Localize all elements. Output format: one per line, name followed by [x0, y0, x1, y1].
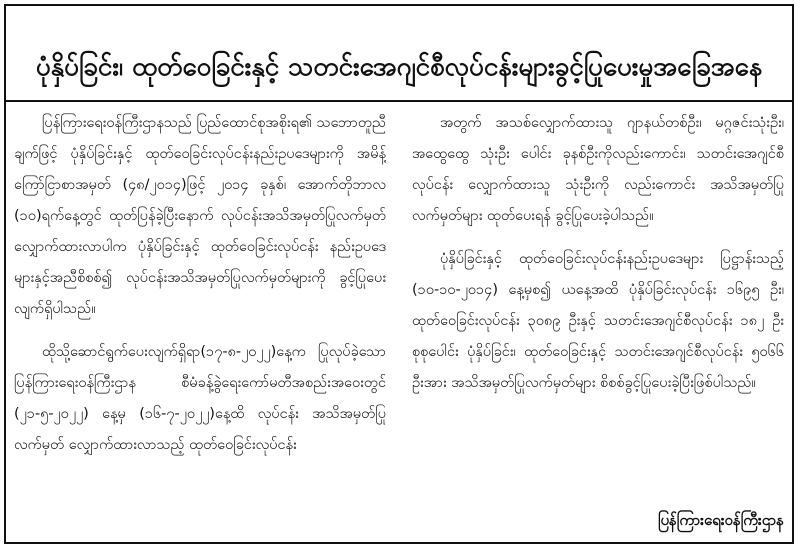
paragraph: ပုံနှိပ်ခြင်းနှင့် ထုတ်ဝေခြင်းလုပ်ငန်းနည်းဥပဒေများ ပြဋ္ဌာန်းသည့် (၁၀-၁၀-၂၀၁၄) နေ့မှစ၍ ယနေ့အထိ ပုံနှိပ်ခြင်းလုပ်ငန်း ၁၆၉၅ ဦး၊ ထုတ်ဝေခြင်းလုပ်ငန်း ၃၀၈၉ ဦးနှင့် သတင်းအေဂျင်စီလုပ်ငန်း ၁၈၂ ဦး စုစုပေါင်း ပုံနှိပ်ခြင်း၊ ထုတ်ဝေခြင်းနှင့် သတင်းအေဂျင်စီလုပ်ငန်း ၅၀၆၆ ဦးအား အသိအမှတ်ပြုလက်မှတ်များ စိစစ်ခွင့်ပြုပေးခဲ့ပြီးဖြစ်ပါသည်။ [412, 251, 784, 391]
headline-divider [4, 100, 794, 102]
paragraph: ပြန်ကြားရေးဝန်ကြီးဌာနသည် ပြည်ထောင်စုအစိုးရ၏ သဘောတူညီချက်ဖြင့် ပုံနှိပ်ခြင်းနှင့် ထုတ်ဝေခြင်းလုပ်ငန်းနည်းဥပဒေများကို အမိန့်ကြော်ငြာစာအမှတ် (၄၈/၂၀၁၄)ဖြင့် ၂၀၁၄ ခုနှစ်၊ အောက်တိုဘာလ (၁၀)ရက်နေ့တွင် ထုတ်ပြန်ခဲ့ပြီးနောက် လုပ်ငန်းအသိအမှတ်ပြုလက်မှတ် လျှောက်ထားလာပါက ပုံနှိပ်ခြင်းနှင့် ထုတ်ဝေခြင်းလုပ်ငန်း နည်းဥပဒေများနှင့်အညီစိစစ်၍ လုပ်ငန်းအသိအမှတ်ပြုလက်မှတ်များကို ခွင့်ပြုပေးလျက်ရှိပါသည်။ [14, 115, 386, 317]
left-column [14, 108, 386, 508]
paragraph: အတွက် အသစ်လျှောက်ထားသူ ဂျာနယ်တစ်ဦး၊ မဂ္ဂဇင်းသုံးဦး၊ အထွေထွေ သုံးဦး ပေါင်း ခုနစ်ဦးကိုလည်းကောင်း၊ သတင်းအေဂျင်စီလုပ်ငန်း လျှောက်ထားသူ သုံးဦးကို လည်းကောင်း အသိအမှတ်ပြုလက်မှတ်များ ထုတ်ပေးရန် ခွင့်ပြုပေးခဲ့ပါသည်။ [412, 115, 784, 224]
right-column [412, 108, 784, 508]
signature: ပြန်ကြားရေးဝန်ကြီးဌာန [657, 511, 784, 529]
headline: ပုံနှိပ်ခြင်း၊ ထုတ်ဝေခြင်းနှင့် သတင်းအေဂျင်စီလုပ်ငန်းများခွင့်ပြုပေးမှုအခြေအနေ [35, 51, 763, 82]
paragraph: ထိုသို့ဆောင်ရွက်ပေးလျက်ရှိရာ(၁၇-၈-၂၀၂၂)နေ့က ပြုလုပ်ခဲ့သော ပြန်ကြားရေးဝန်ကြီးဌာန စီမံခန့်ခွဲရေးကော်မတီအစည်းအဝေးတွင် (၂၁-၅-၂၀၂၂) နေ့မှ (၁၆-၇-၂၀၂၂)နေ့ထိ လုပ်ငန်း အသိအမှတ်ပြုလက်မှတ် လျှောက်ထားလာသည့် ထုတ်ဝေခြင်းလုပ်ငန်း [14, 344, 386, 453]
